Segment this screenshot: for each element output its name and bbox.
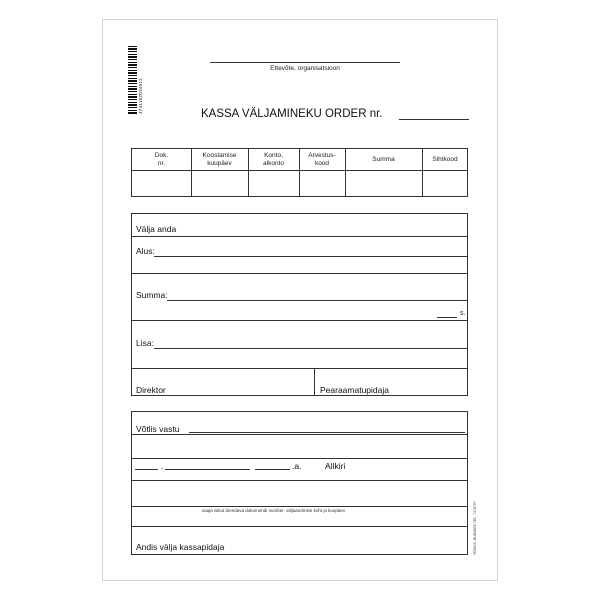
- header-target-code: Sihtkood: [432, 156, 458, 163]
- payout-box: [131, 213, 468, 396]
- chief-accountant-label: Pearaamatupidaja: [320, 385, 389, 395]
- received-by-input[interactable]: [189, 432, 465, 433]
- cell-code[interactable]: [299, 171, 345, 197]
- header-table: [131, 148, 468, 197]
- row-divider: [132, 320, 467, 321]
- month-input[interactable]: [165, 469, 250, 470]
- signature-label: Allkiri: [325, 461, 346, 471]
- sum-label: Summa:: [136, 290, 168, 300]
- signature-divider: [314, 368, 315, 395]
- row-divider: [132, 506, 467, 507]
- row-divider: [132, 236, 467, 237]
- row-divider: [132, 273, 467, 274]
- row-divider: [132, 368, 467, 369]
- cell-doc-nr[interactable]: [132, 171, 191, 197]
- header-account: Konto, alkonto: [263, 152, 284, 167]
- barcode-digits: 4741162034911: [138, 78, 143, 114]
- basis-label: Alus:: [136, 246, 155, 256]
- cell-date[interactable]: [191, 171, 248, 197]
- sum-input[interactable]: [167, 300, 467, 301]
- cents-suffix: s.: [460, 310, 466, 317]
- form-title: KASSA VÄLJAMINEKU ORDER nr.: [201, 108, 383, 120]
- organisation-line[interactable]: [210, 62, 400, 63]
- id-document-caption: saaja isikut tõendava dokumendi number, väljaandmise koht ja kuupäev: [202, 508, 346, 513]
- attachment-input[interactable]: [154, 348, 467, 349]
- barcode-bars: [128, 46, 137, 114]
- cents-input[interactable]: [437, 317, 457, 318]
- issued-by-cashier-label: Andis välja kassapidaja: [136, 542, 225, 552]
- header-doc-nr: Dok. nr.: [154, 152, 169, 167]
- year-input[interactable]: [255, 469, 290, 470]
- cell-target-code[interactable]: [422, 171, 468, 197]
- payee-input[interactable]: [180, 234, 465, 235]
- order-number-line[interactable]: [399, 119, 469, 120]
- row-divider: [132, 458, 467, 459]
- director-label: Direktor: [136, 385, 166, 395]
- cell-sum[interactable]: [345, 171, 422, 197]
- barcode: [128, 46, 143, 114]
- basis-input[interactable]: [154, 256, 467, 257]
- receipt-box: [131, 411, 468, 555]
- printer-note: TRÜKIS: BLANKEK TEL: 7418797: [473, 501, 477, 555]
- organisation-caption: Ettevõte, organisatsioon: [270, 65, 340, 72]
- header-code: Arvestus- kood: [308, 152, 336, 167]
- header-sum: Summa: [372, 156, 395, 163]
- payee-label: Välja anda: [136, 224, 177, 234]
- attachment-label: Lisa:: [136, 338, 154, 348]
- cell-account[interactable]: [248, 171, 299, 197]
- year-suffix: .a.: [292, 461, 302, 471]
- cash-order-form: [102, 19, 498, 581]
- row-divider: [132, 526, 467, 527]
- date-dot: .: [161, 461, 164, 471]
- id-document-input[interactable]: [132, 481, 467, 506]
- received-by-label: Võtlis vastu: [136, 424, 180, 434]
- header-date: Koostamise kuupäev: [202, 152, 237, 167]
- row-divider: [132, 434, 467, 435]
- day-input[interactable]: [135, 469, 158, 470]
